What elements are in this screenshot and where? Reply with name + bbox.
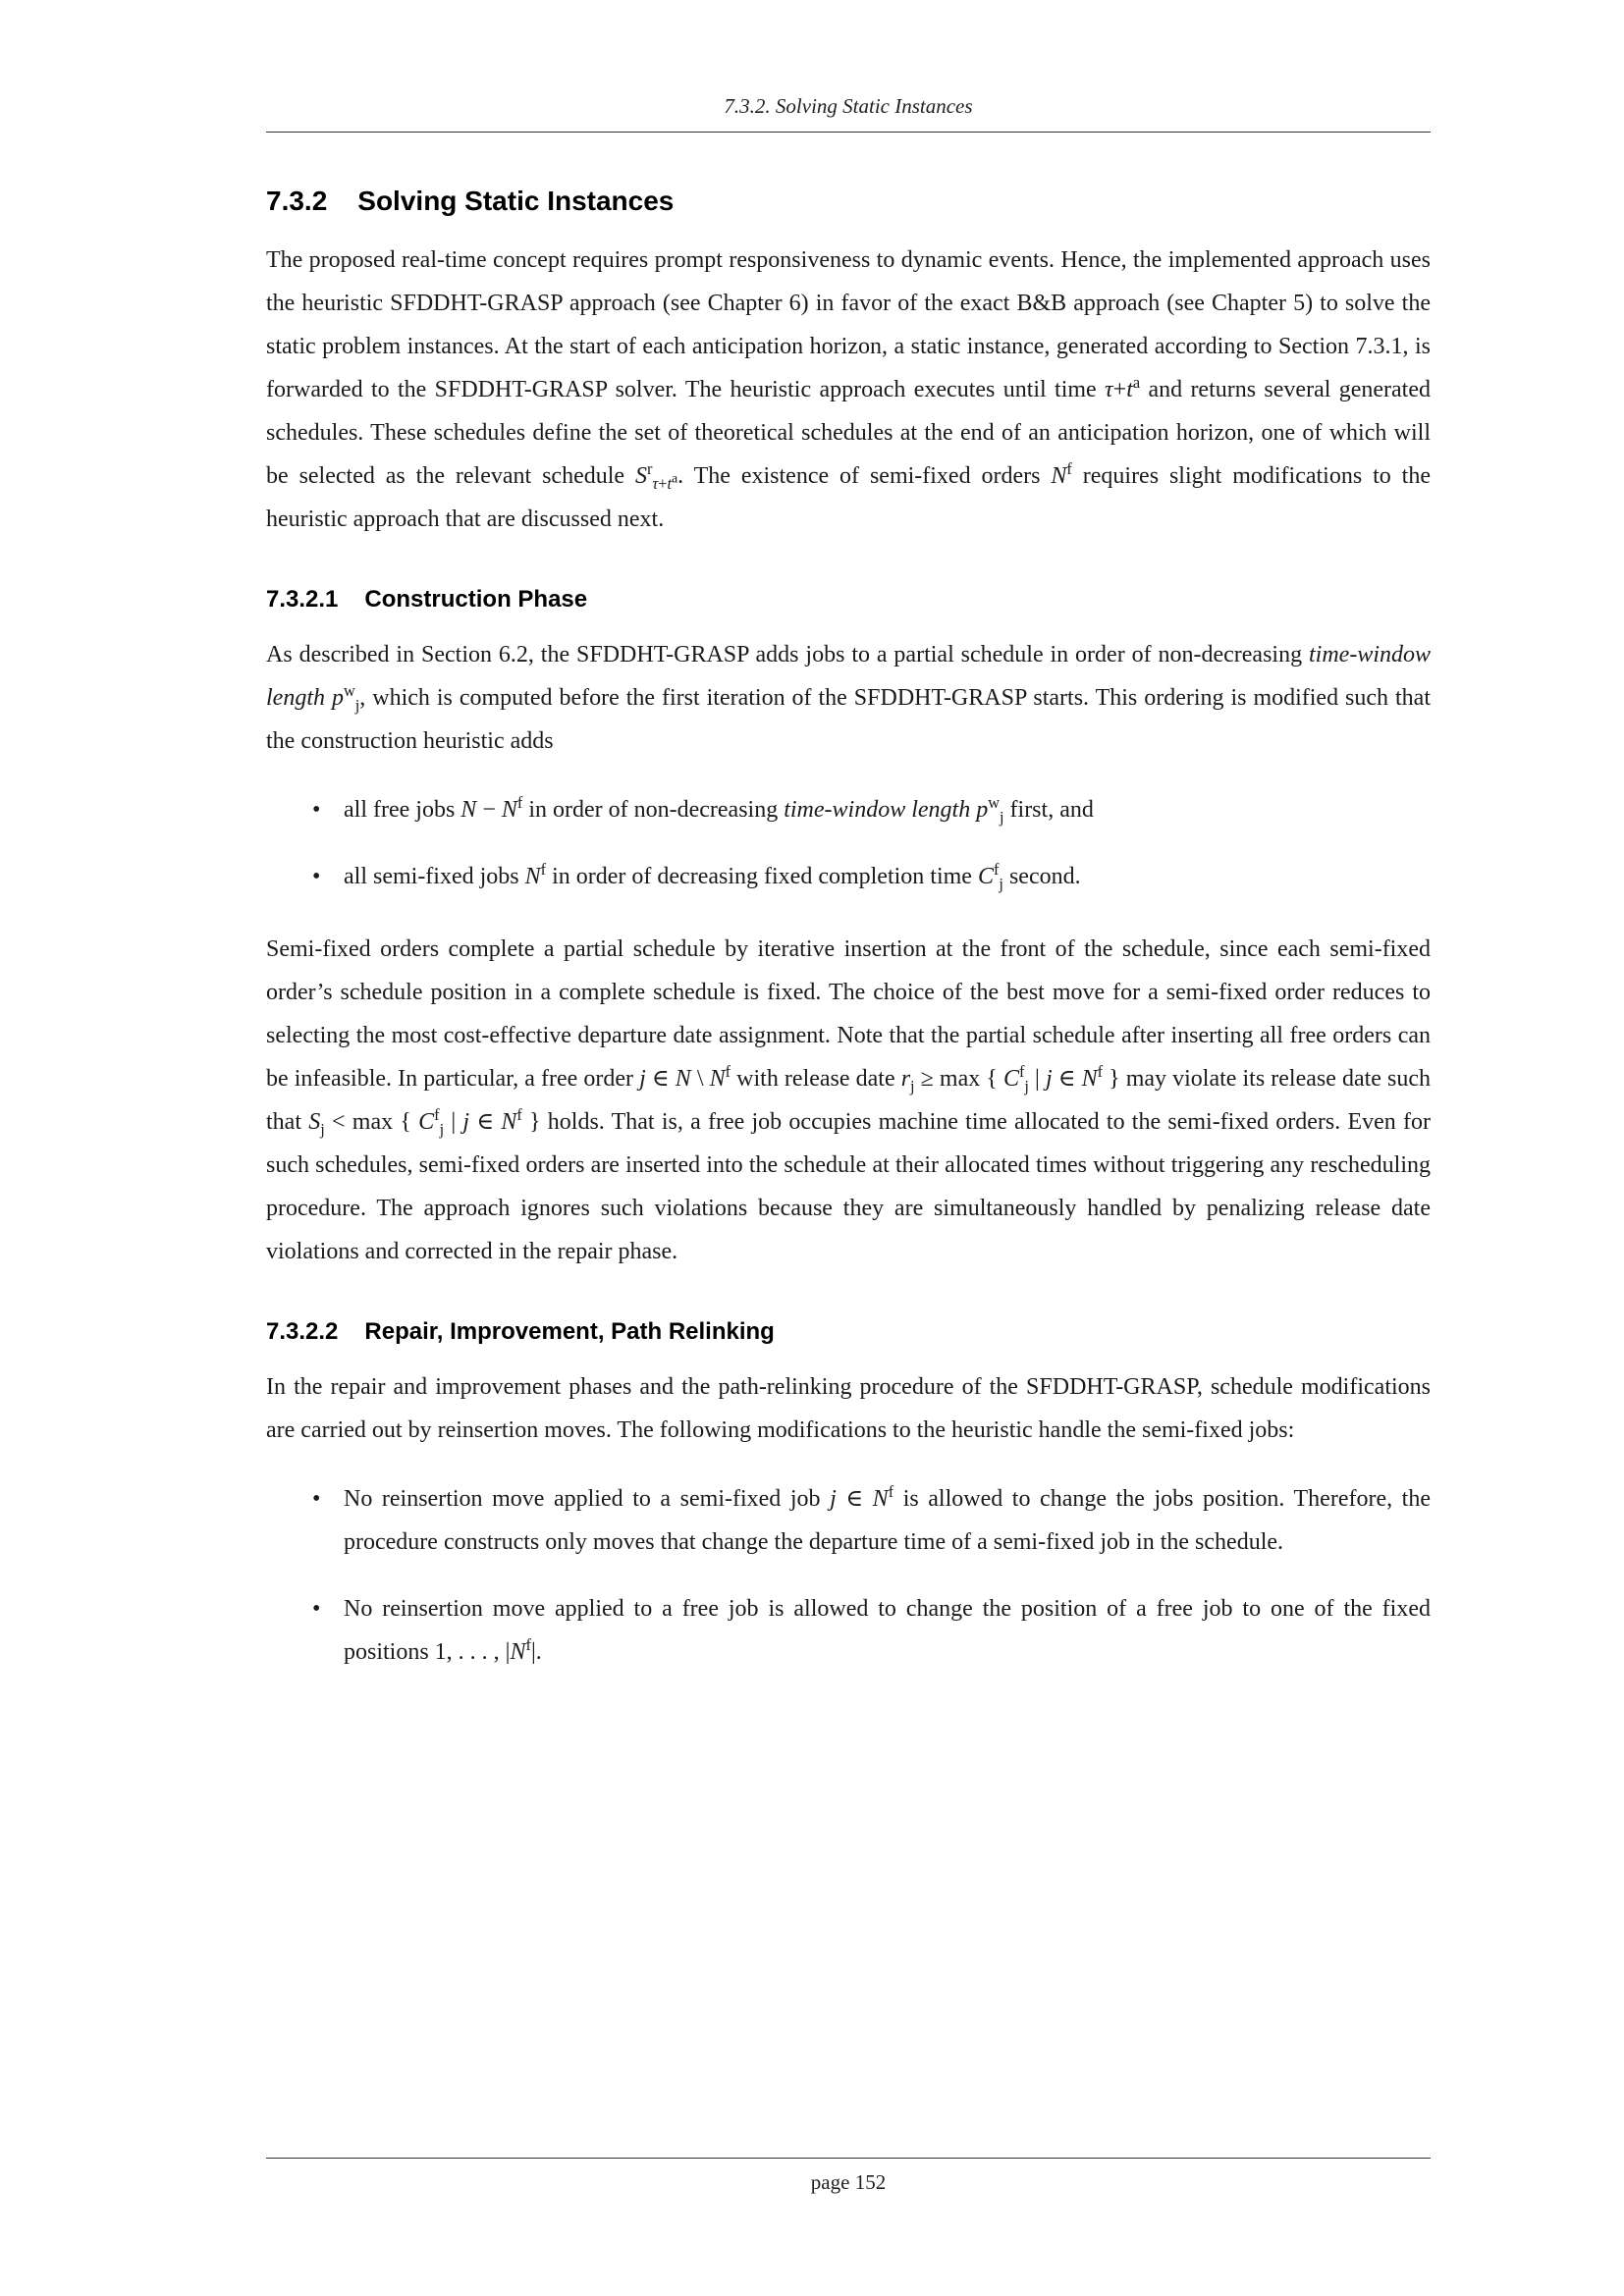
repair-bullet-list bbox=[266, 1477, 1431, 1674]
subsection-heading-repair bbox=[266, 1318, 1431, 1346]
subsection-heading-construction bbox=[266, 586, 1431, 614]
page-footer bbox=[266, 2158, 1431, 2195]
list-item: • No reinsertion move applied to a semi-fixed job j ∈ $N^f$ is allowed to change the jobs position. Therefore, the procedure constructs only moves that change the departure time of a semi-fixed job in the schedule. bbox=[266, 1477, 1431, 1564]
section-heading bbox=[266, 186, 1431, 217]
semi-fixed-paragraph: Semi-fixed orders complete a partial schedule by iterative insertion at the front of the schedule, since each semi-fixed order’s schedule position in a complete schedule is fixed. The choice of the best move for a semi-fixed order reduces to selecting the most cost-effective departure date assignment. Note that the partial schedule after inserting all free orders can be infeasible. In particular, a free order j ∈ N \ $N^f$ with release date $r_j \ge \max$ { $C^f_j$ | j ∈ $N^f$ } may violate its release date such that $S_j < \max$ { $C^f_j$ | j ∈ $N^f$ } holds. That is, a free job occupies machine time allocated to the semi-fixed orders. Even for such schedules, semi-fixed orders are inserted into the schedule at their allocated times without triggering any rescheduling procedure. The approach ignores such violations because they are simultaneously handled by penalizing release date violations and corrected in the repair phase. bbox=[266, 936, 1432, 1264]
list-item: • all free jobs $N - N^f$ in order of non-decreasing time-window length $p^w_j$ first, and bbox=[266, 788, 1431, 831]
section-number: 7.3.2 bbox=[266, 186, 328, 216]
subsection-title: Construction Phase bbox=[364, 586, 588, 613]
section-title: Solving Static Instances bbox=[357, 186, 675, 216]
header-rule bbox=[266, 132, 1431, 133]
construction-paragraph: As described in Section 6.2, the SFDDHT-GRASP adds jobs to a partial schedule in order of non-decreasing time-window length $p^w_j$, which is computed before the first iteration of the SFDDHT-GRASP starts. This ordering is modified such that the construction heuristic adds bbox=[266, 642, 1431, 754]
page-number: page 152 bbox=[810, 2170, 887, 2194]
list-item: • No reinsertion move applied to a free job is allowed to change the position of a free job to one of the fixed positions 1, . . . , $|N^f|$. bbox=[266, 1587, 1431, 1674]
construction-bullet-list bbox=[266, 788, 1431, 898]
running-header: 7.3.2. Solving Static Instances bbox=[724, 94, 973, 118]
intro-paragraph: The proposed real-time concept requires prompt responsiveness to dynamic events. Hence, the implemented approach uses the heuristic SFDDHT-GRASP approach (see Chapter 6) in favor of the exact B&B approach (see Chapter 5) to solve the static problem instances. At the start of each anticipation horizon, a static instance, generated according to Section 7.3.1, is forwarded to the SFDDHT-GRASP solver. The heuristic approach executes until time $\tau+t^a$ and returns several generated schedules. These schedules define the set of theoretical schedules at the end of an anticipation horizon, one of which will be selected as the relevant schedule $S^r_{\tau+t^a}$. The existence of semi-fixed orders $N^f$ requires slight modifications to the heuristic approach that are discussed next. bbox=[266, 247, 1432, 532]
subsection-number: 7.3.2.2 bbox=[266, 1318, 339, 1345]
text-block bbox=[266, 0, 1431, 1674]
subsection-number: 7.3.2.1 bbox=[266, 586, 339, 613]
subsection-title: Repair, Improvement, Path Relinking bbox=[364, 1318, 775, 1345]
list-item: • all semi-fixed jobs $N^f$ in order of decreasing fixed completion time $C^f_j$ second. bbox=[266, 855, 1431, 898]
footer-rule bbox=[266, 2158, 1431, 2159]
repair-paragraph: In the repair and improvement phases and the path-relinking procedure of the SFDDHT-GRASP, schedule modifications are carried out by reinsertion moves. The following modifications to the heuristic handle the semi-fixed jobs: bbox=[266, 1374, 1431, 1443]
